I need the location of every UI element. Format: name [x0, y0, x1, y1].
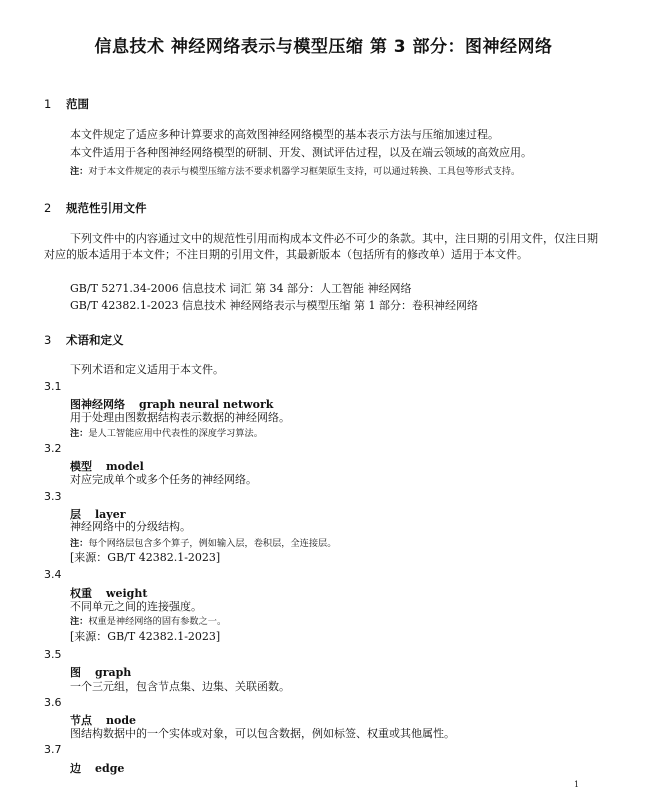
term-note: [70, 427, 263, 441]
term-en: graph: [95, 666, 132, 679]
term-zh: 层: [70, 508, 81, 521]
term-heading: [70, 396, 273, 412]
section-3-heading: [44, 332, 124, 348]
term-zh: 图神经网络: [70, 398, 125, 411]
term-number: 3.2: [44, 442, 62, 455]
section-title: 术语和定义: [66, 333, 124, 347]
term-zh: 权重: [70, 587, 92, 600]
reference-title: 信息技术 词汇 第 34 部分：人工智能 神经网络: [182, 282, 412, 295]
term-note: [70, 537, 336, 551]
term-heading: [70, 664, 131, 680]
reference-title: 信息技术 神经网络表示与模型压缩 第 1 部分：卷积神经网络: [182, 299, 478, 312]
term-note: [70, 615, 226, 629]
term-en: edge: [95, 762, 125, 775]
reference-item: [70, 297, 478, 313]
scope-paragraph-2: 本文件适用于各种图神经网络模型的研制、开发、测试评估过程，以及在端云领域的高效应用。: [70, 146, 532, 159]
term-definition: 用于处理由图数据结构表示数据的神经网络。: [70, 411, 290, 424]
note-text: 权重是神经网络的固有参数之一。: [88, 616, 227, 627]
reference-code: GB/T 5271.34-2006: [70, 282, 179, 295]
document-title: 信息技术 神经网络表示与模型压缩 第 3 部分：图神经网络: [94, 37, 553, 57]
note-text: 对于本文件规定的表示与模型压缩方法不要求机器学习框架原生支持，可以通过转换、工具包等形式支持。: [88, 166, 521, 177]
term-heading: [70, 458, 144, 474]
note-text: 每个网络层包含多个算子，例如输入层，卷积层，全连接层。: [88, 538, 337, 549]
term-zh: 模型: [70, 460, 92, 473]
note-label: 注：: [70, 428, 89, 439]
section-1-heading: [44, 96, 89, 112]
section-number: 3: [44, 333, 52, 347]
section-2-heading: [44, 200, 147, 216]
term-definition: 一个三元组，包含节点集、边集、关联函数。: [70, 680, 290, 693]
term-heading: [70, 760, 124, 776]
term-zh: 图: [70, 666, 81, 679]
section-number: 2: [44, 201, 52, 215]
scope-paragraph-1: 本文件规定了适应多种计算要求的高效图神经网络模型的基本表示方法与压缩加速过程。: [70, 128, 499, 141]
term-definition: 不同单元之间的连接强度。: [70, 600, 202, 613]
term-definition: 图结构数据中的一个实体或对象，可以包含数据，例如标签、权重或其他属性。: [70, 727, 455, 740]
reference-item: [70, 280, 411, 296]
term-definition: 对应完成单个或多个任务的神经网络。: [70, 473, 257, 486]
normative-references-paragraph: 下列文件中的内容通过文中的规范性引用而构成本文件必不可少的条款。其中，注日期的引用文件，仅注日期对应的版本适用于本文件；不注日期的引用文件，其最新版本（包括所有的修改单）适用于本文件。: [44, 232, 598, 261]
section-title: 范围: [66, 97, 89, 111]
term-number: 3.5: [44, 648, 62, 661]
reference-code: GB/T 42382.1-2023: [70, 299, 179, 312]
term-heading: [70, 585, 147, 601]
terms-intro: 下列术语和定义适用于本文件。: [70, 363, 224, 376]
section-title: 规范性引用文件: [66, 201, 147, 215]
term-number: 3.7: [44, 743, 62, 756]
note-text: 是人工智能应用中代表性的深度学习算法。: [88, 428, 263, 439]
term-zh: 边: [70, 762, 81, 775]
note-label: 注：: [70, 616, 89, 627]
term-heading: [70, 712, 136, 728]
scope-note: [70, 165, 520, 179]
page-number: 1: [574, 780, 580, 789]
term-source: [来源：GB/T 42382.1-2023]: [70, 630, 221, 643]
term-source: [来源：GB/T 42382.1-2023]: [70, 551, 221, 564]
note-label: 注：: [70, 166, 89, 177]
section-number: 1: [44, 97, 52, 111]
term-definition: 神经网络中的分级结构。: [70, 520, 191, 533]
term-en: model: [106, 460, 144, 473]
term-en: layer: [95, 508, 126, 521]
term-zh: 节点: [70, 714, 92, 727]
term-number: 3.3: [44, 490, 62, 503]
term-number: 3.6: [44, 696, 62, 709]
term-number: 3.4: [44, 568, 62, 581]
term-en: weight: [106, 587, 148, 600]
note-label: 注：: [70, 538, 89, 549]
term-number: 3.1: [44, 380, 62, 393]
term-en: graph neural network: [139, 398, 274, 411]
term-en: node: [106, 714, 137, 727]
